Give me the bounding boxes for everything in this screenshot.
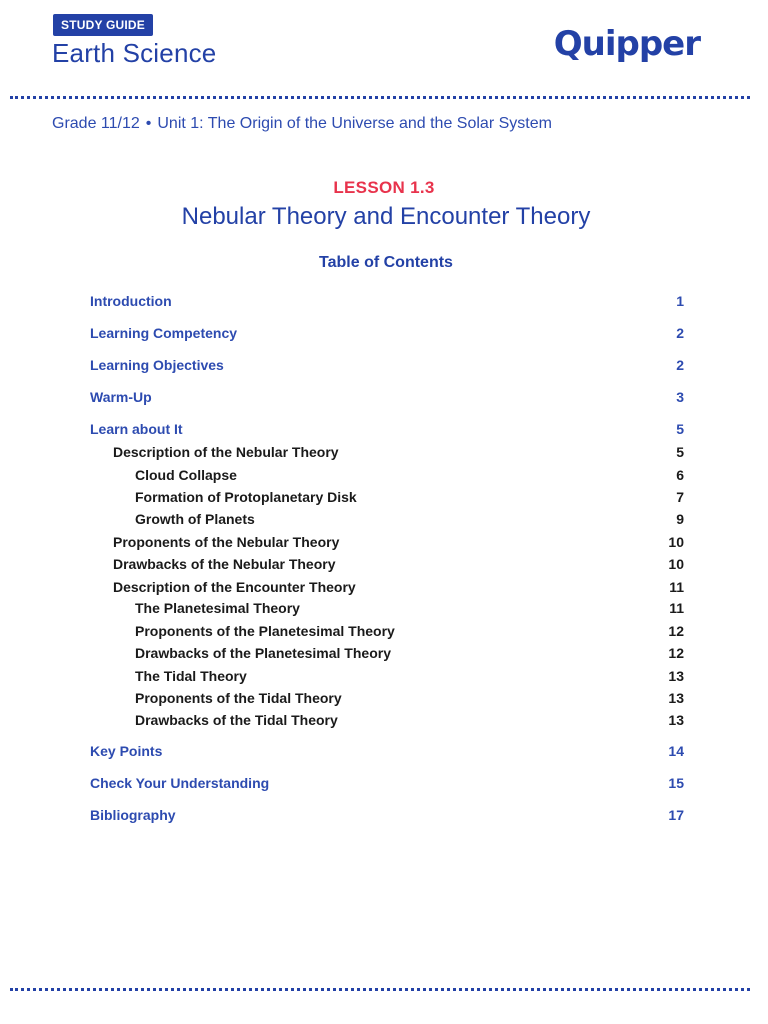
toc-entry-label: Check Your Understanding [90,775,270,791]
lesson-title: Nebular Theory and Encounter Theory [181,203,591,230]
toc-entry-label: Drawbacks of the Nebular Theory [113,556,336,572]
toc-entry[interactable] [90,688,684,708]
toc-entry[interactable] [90,805,684,825]
toc-entry-label: Warm-Up [90,389,152,405]
toc-entry-page: 12 [668,623,684,639]
toc-entry-page: 15 [668,775,684,791]
breadcrumb-grade: Grade 11/12 [52,115,140,132]
toc-entry[interactable] [90,487,684,507]
toc-entry[interactable] [90,387,684,407]
toc-entry-page: 3 [676,389,684,405]
toc-entry-page: 5 [676,444,684,460]
toc-entry-label: Proponents of the Tidal Theory [135,690,342,706]
toc-entry-page: 6 [676,467,684,483]
toc-entry-label: Drawbacks of the Planetesimal Theory [135,645,391,661]
toc-entry-label: Learning Objectives [90,357,224,373]
breadcrumb-separator: • [145,115,152,132]
toc-entry[interactable] [90,465,684,485]
toc-entry[interactable] [90,666,684,686]
toc-entry[interactable] [90,710,684,730]
toc-entry-label: Introduction [90,293,172,309]
top-dotted-divider [10,96,750,99]
toc-entry-label: Proponents of the Nebular Theory [113,534,340,550]
toc-entry[interactable] [90,598,684,618]
toc-entry[interactable] [90,554,684,574]
toc-entry-page: 7 [676,489,684,505]
toc-entry-page: 11 [669,579,684,595]
toc-entry-page: 11 [669,600,684,616]
breadcrumb-unit: Unit 1: The Origin of the Universe and the Solar System [157,115,552,132]
toc-entry-label: Formation of Protoplanetary Disk [135,489,357,505]
toc-heading: Table of Contents [319,254,453,271]
toc-entry[interactable] [90,509,684,529]
toc-entry-label: Learn about It [90,421,183,437]
toc-entry-page: 17 [668,807,684,823]
toc-entry-label: The Planetesimal Theory [135,600,300,616]
toc-entry-label: Bibliography [90,807,176,823]
toc-entry[interactable] [90,532,684,552]
toc-entry-page: 14 [668,743,684,759]
lesson-label: LESSON 1.3 [333,178,435,197]
toc-entry-label: Proponents of the Planetesimal Theory [135,623,395,639]
toc-entry-label: Growth of Planets [135,511,255,527]
toc-entry-label: Cloud Collapse [135,467,237,483]
toc-entry[interactable] [90,773,684,793]
toc-entry[interactable] [90,419,684,439]
toc-entry[interactable] [90,323,684,343]
toc-entry-label: Key Points [90,743,163,759]
toc-entry-page: 13 [668,712,684,728]
quipper-logo: Quipper [553,24,700,64]
toc-entry-page: 10 [668,534,684,550]
toc-entry[interactable] [90,442,684,462]
toc-entry[interactable] [90,355,684,375]
toc-entry[interactable] [90,741,684,761]
toc-entry-page: 2 [676,325,684,341]
toc-entry-label: Description of the Nebular Theory [113,444,339,460]
subject-title: Earth Science [52,38,217,68]
toc-entry-page: 13 [668,690,684,706]
toc-entry-page: 9 [676,511,684,527]
toc-entry-page: 12 [668,645,684,661]
toc-entry-label: Drawbacks of the Tidal Theory [135,712,338,728]
breadcrumb [52,115,552,133]
toc-entry[interactable] [90,577,684,597]
toc-entry[interactable] [90,291,684,311]
toc-entry[interactable] [90,621,684,641]
study-guide-badge: STUDY GUIDE [53,14,153,36]
toc-entry-label: Description of the Encounter Theory [113,579,356,595]
toc-entry-label: The Tidal Theory [135,668,247,684]
toc-entry[interactable] [90,643,684,663]
toc-entry-page: 1 [676,293,684,309]
bottom-dotted-divider [10,988,750,991]
toc-entry-label: Learning Competency [90,325,238,341]
toc-entry-page: 2 [676,357,684,373]
toc-entry-page: 5 [676,421,684,437]
toc-entry-page: 10 [668,556,684,572]
toc-entry-page: 13 [668,668,684,684]
